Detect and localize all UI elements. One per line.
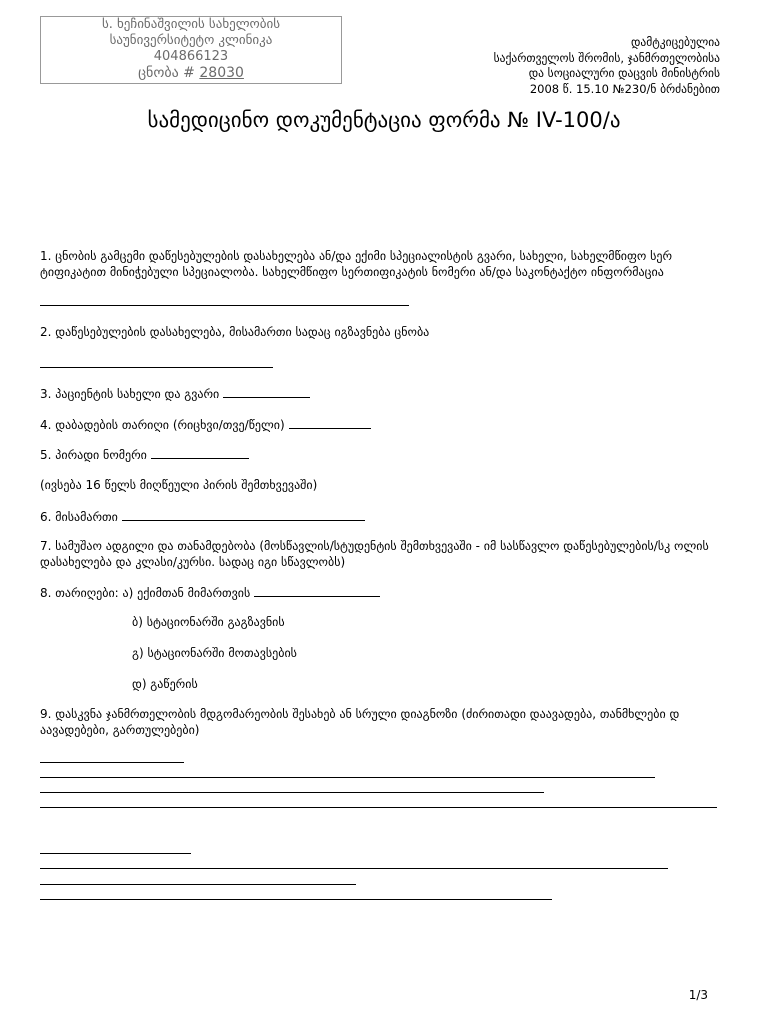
form-title: სამედიცინო დოკუმენტაცია ფორმა № IV-100/ა [147,108,621,132]
field-6-row [40,508,365,525]
conclusion-line-7 [40,884,356,885]
conclusion-line-2 [40,777,655,778]
field-2-line [40,367,273,368]
field-2-label: 2. დაწესებულების დასახელება, მისამართი სადაც იგზავნება ცნობა [40,325,430,339]
field-5-label: 5. პირადი ნომერი [40,448,147,462]
certificate-label: ცნობა # [138,65,195,81]
field-3-label: 3. პაციენტის სახელი და გვარი [40,387,220,401]
clinic-stamp [40,16,342,84]
conclusion-line-5 [40,853,191,854]
field-1-line [40,305,409,306]
clinic-phone: 404866123 [153,49,229,64]
clinic-name: ს. ხეჩინაშვილის სახელობის [101,17,281,32]
field-8-row [40,584,380,601]
approval-line-4: 2008 წ. 15.10 №230/ნ ბრძანებით [529,81,720,96]
clinic-type: საუნივერსიტეტო კლინიკა [109,33,273,48]
field-8-label: 8. თარიღები: ა) ექიმთან მიმართვის [40,586,251,600]
approval-line-2: საქართველოს შრომის, ჯანმრთელობისა [493,50,720,65]
conclusion-line-8 [40,899,552,900]
field-8a-line [254,584,380,597]
approval-block [494,35,720,97]
field-8d-label: დ) გაწერის [132,677,198,691]
approval-line-3: და სოციალური დაცვის მინისტრის [528,66,720,80]
conclusion-line-3 [40,792,544,793]
field-5-note: (ივსება 16 წელს მიღწეული პირის შემთხვევაში) [40,478,318,492]
field-3-line [223,385,310,398]
field-3-row [40,385,310,402]
certificate-number-line [41,65,341,81]
field-9-label: 9. დასკვნა ჯანმრთელობის მდგომარეობის შესახებ ან სრული დიაგნოზი (ძირითადი დაავადება, თანმხლები დ აავადებები, გართულებები) [40,707,680,737]
field-6-label: 6. მისამართი [40,510,118,524]
field-7-label: 7. სამუშაო ადგილი და თანამდებობა (მოსწავლის/სტუდენტის შემთხვევაში - იმ სასწავლო დაწესებულების/სკ ოლის დასახელება და კლასი/კურსი. სადაც იგი სწავლობს) [40,539,709,569]
conclusion-line-1 [40,762,184,763]
field-4-line [289,416,371,429]
field-1-label: 1. ცნობის გამცემი დაწესებულების დასახელება ან/და ექიმი სპეციალისტის გვარი, სახელი, სახელმწიფო სერ ტიფიკატით მინიჭებული სპეციალობა. სახელმწიფო სერთიფიკატის ნომერი ან/და საკონტაქტო ინფორმაცია [40,249,673,279]
conclusion-line-4 [40,807,717,808]
field-5-row [40,446,249,463]
approval-line-1: დამტკიცებულია [630,35,720,49]
field-4-row [40,416,371,433]
certificate-number: 28030 [199,65,244,81]
page-number: 1/3 [688,988,708,1002]
field-4-label: 4. დაბადების თარიღი (რიცხვი/თვე/წელი) [40,418,285,432]
conclusion-line-6 [40,868,668,869]
field-5-line [151,446,249,459]
field-8c-label: გ) სტაციონარში მოთავსების [132,646,297,660]
field-8b-label: ბ) სტაციონარში გაგზავნის [132,615,285,629]
field-6-line [122,508,365,521]
